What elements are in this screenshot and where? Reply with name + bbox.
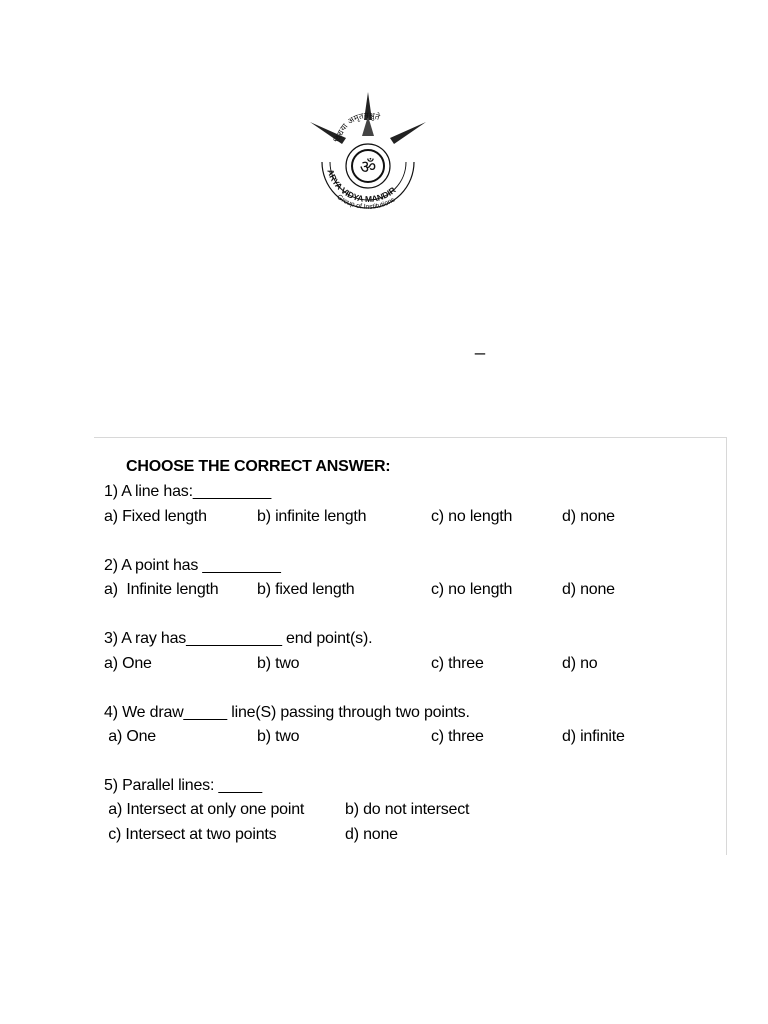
question-4-option-d: d) infinite [562,728,625,745]
svg-text:विद्यया अमृतमश्नुते [332,111,381,143]
question-2-option-d: d) none [562,581,615,598]
question-2-option-c: c) no length [431,581,513,598]
question-4-text: 4) We draw_____ line(S) passing through two points. [104,704,470,721]
question-3-option-a: a) One [104,655,152,672]
logo-ring-text: ARYA VIDYA MANDIR [325,167,398,205]
section-heading: CHOOSE THE CORRECT ANSWER: [126,458,391,475]
stray-dash: _ [475,335,486,355]
question-2-text: 2) A point has _________ [104,557,281,574]
question-4-option-b: b) two [257,728,300,745]
question-1-text: 1) A line has:_________ [104,483,272,500]
question-5-option-a: a) Intersect at only one point [104,801,305,818]
question-3-option-b: b) two [257,655,300,672]
question-5-option-d: d) none [345,826,398,843]
question-5-text: 5) Parallel lines: _____ [104,777,262,794]
logo-emblem-icon [306,92,430,228]
question-1-option-c: c) no length [431,508,513,525]
question-3-text: 3) A ray has___________ end point(s). [104,630,373,647]
logo-sub-text: Group of Institutions [335,193,397,211]
question-1-option-a: a) Fixed length [104,508,207,525]
question-5-option-b: b) do not intersect [345,801,470,818]
question-3-option-d: d) no [562,655,598,672]
question-3-option-c: c) three [431,655,484,672]
question-5-option-c: c) Intersect at two points [104,826,277,843]
om-symbol-icon: ॐ [359,157,377,178]
institution-logo [306,92,430,228]
question-1-option-b: b) infinite length [257,508,367,525]
question-2-option-a: a) Infinite length [104,581,219,598]
question-1-option-d: d) none [562,508,615,525]
logo-motto-text: विद्यया अमृतमश्नुते [333,110,381,143]
question-4-option-c: c) three [431,728,484,745]
question-2-option-b: b) fixed length [257,581,355,598]
question-4-option-a: a) One [104,728,156,745]
